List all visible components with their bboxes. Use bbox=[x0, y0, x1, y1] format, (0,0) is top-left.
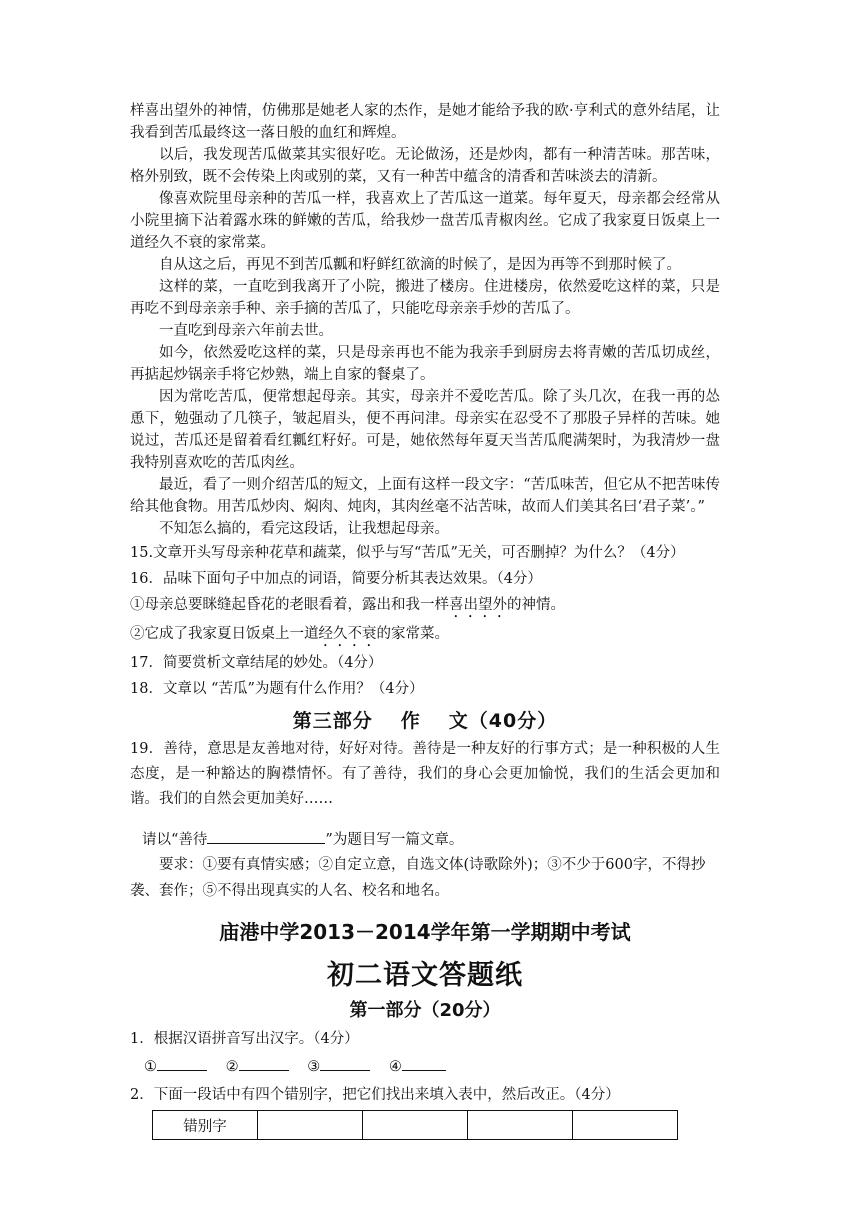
passage-paragraph-9: 最近，看了一则介绍苦瓜的短文，上面有这样一段文字：“苦瓜味苦，但它从不把苦味传给其他食物。用苦瓜炒肉、焖肉、炖肉，其肉丝毫不沾苦味，故而人们美其名曰‘君子菜’。” bbox=[130, 477, 720, 515]
answer-question-2: 2．下面一段话中有四个错别字，把它们找出来填入表中，然后改正。（4分） bbox=[130, 1087, 620, 1103]
part3-heading bbox=[130, 706, 720, 733]
question-16-sentence-1 bbox=[130, 592, 720, 621]
part3-title-b: 作 bbox=[400, 710, 421, 732]
question-16: 16．品味下面句子中加点的词语，简要分析其表达效果。（4分） bbox=[130, 571, 542, 587]
passage-paragraph-4: 自从这之后，再见不到苦瓜瓤和籽鲜红欲滴的时候了，是因为再等不到那时候了。 bbox=[159, 257, 681, 273]
part1-heading: 第一部分（20分） bbox=[349, 1000, 501, 1021]
question-19: 19．善待，意思是友善地对待，好好对待。善待是一种友好的行事方式；是一种积极的人生态度，是一种豁达的胸襟情怀。有了善待，我们的身心会更加愉悦，我们的生活会更加和谐。我们的自然会更加美好…… bbox=[130, 741, 720, 807]
blank-item-4[interactable] bbox=[389, 1059, 446, 1075]
passage-paragraph-1: 样喜出望外的神情，仿佛那是她老人家的杰作，是她才能给予我的欧·亨利式的意外结尾，让我看到苦瓜最终这一落日般的血红和辉煌。 bbox=[130, 103, 720, 141]
typo-cell-4[interactable] bbox=[573, 1111, 678, 1140]
answer-question-1: 1．根据汉语拼音写出汉字。（4分） bbox=[130, 1031, 359, 1047]
answer-sheet-title: 初二语文答题纸 bbox=[327, 960, 523, 991]
exam-page bbox=[130, 100, 720, 1140]
essay-requirements: 要求：①要有真情实感；②自定立意，自选文体(诗歌除外)；③不少于600字，不得抄袭、套作；⑤不得出现真实的人名、校名和地名。 bbox=[130, 857, 706, 899]
passage-paragraph-3: 像喜欢院里母亲种的苦瓜一样，我喜欢上了苦瓜这一道菜。每年夏天，母亲都会经常从小院里摘下沾着露水珠的鲜嫩的苦瓜，给我炒一盘苦瓜青椒肉丝。它成了我家夏日饭桌上一道经久不衰的家常菜。 bbox=[130, 191, 720, 251]
blank-label-2: ② bbox=[225, 1059, 239, 1075]
prompt-pre: 请以“善待 bbox=[142, 832, 208, 848]
dotted-phrase-2: 经久不衰 bbox=[318, 626, 377, 642]
blank-label-1: ① bbox=[144, 1059, 157, 1075]
typo-table bbox=[152, 1110, 678, 1140]
pinyin-blanks bbox=[144, 1052, 720, 1082]
prompt-post: ”为题目写一篇文章。 bbox=[325, 832, 464, 848]
part3-title-a: 第三部分 bbox=[292, 710, 373, 732]
blank-item-2[interactable] bbox=[226, 1059, 289, 1075]
passage-paragraph-6: 一直吃到母亲六年前去世。 bbox=[159, 323, 333, 339]
sentence-1-pre: ①母亲总要眯缝起昏花的老眼看着，露出和我一样 bbox=[130, 597, 449, 613]
passage-paragraph-2: 以后，我发现苦瓜做菜其实很好吃。无论做汤，还是炒肉，都有一种清苦味。那苦味，格外别致，既不会传染上肉或别的菜，又有一种苦中蕴含的清香和苦味淡去的清新。 bbox=[130, 147, 720, 185]
dotted-phrase-1: 喜出望外 bbox=[449, 597, 507, 613]
typo-cell-1[interactable] bbox=[258, 1111, 363, 1140]
question-16-sentence-2 bbox=[130, 621, 720, 650]
blank-item-1[interactable] bbox=[144, 1059, 207, 1075]
question-17: 17．简要赏析文章结尾的妙处。（4分） bbox=[130, 655, 383, 671]
sentence-2-post: 的家常菜。 bbox=[376, 626, 449, 642]
typo-cell-2[interactable] bbox=[363, 1111, 468, 1140]
essay-prompt bbox=[130, 828, 720, 852]
passage-paragraph-8: 因为常吃苦瓜，便常想起母亲。其实，母亲并不爱吃苦瓜。除了头几次，在我一再的怂恿下，勉强动了几筷子，皱起眉头，便不再问津。母亲实在忍受不了那股子异样的苦味。她说过，苦瓜还是留着看红瓤红籽好。可是，她依然每年夏天当苦瓜爬满架时，为我清炒一盘我特别喜欢吃的苦瓜肉丝。 bbox=[130, 389, 720, 471]
title-blank[interactable] bbox=[207, 843, 325, 844]
typo-header-cell: 错别字 bbox=[153, 1111, 258, 1140]
blank-label-3: ③ bbox=[307, 1059, 321, 1075]
passage-paragraph-10: 不知怎么搞的，看完这段话，让我想起母亲。 bbox=[159, 521, 449, 537]
blank-item-3[interactable] bbox=[307, 1059, 370, 1075]
table-row bbox=[153, 1111, 678, 1140]
part3-title-c: 文（40分） bbox=[448, 710, 558, 732]
sentence-1-post: 的神情。 bbox=[507, 597, 565, 613]
typo-cell-3[interactable] bbox=[468, 1111, 573, 1140]
school-exam-title: 庙港中学2013－2014学年第一学期期中考试 bbox=[219, 920, 631, 944]
passage-paragraph-5: 这样的菜，一直吃到我离开了小院，搬进了楼房。住进楼房，依然爱吃这样的菜，只是再吃不到母亲亲手种、亲手摘的苦瓜了，只能吃母亲亲手炒的苦瓜了。 bbox=[130, 279, 720, 317]
passage-paragraph-7: 如今，依然爱吃这样的菜，只是母亲再也不能为我亲手到厨房去将青嫩的苦瓜切成丝，再掂起炒锅亲手将它炒熟，端上自家的餐桌了。 bbox=[130, 345, 720, 383]
blank-label-4: ④ bbox=[388, 1059, 402, 1075]
question-15: 15.文章开头写母亲种花草和蔬菜，似乎与写“苦瓜”无关，可否删掉？为什么？（4分） bbox=[130, 545, 685, 561]
question-18: 18．文章以 “苦瓜”为题有什么作用？（4分） bbox=[130, 681, 424, 697]
sentence-2-pre: ②它成了我家夏日饭桌上一道 bbox=[130, 626, 319, 642]
